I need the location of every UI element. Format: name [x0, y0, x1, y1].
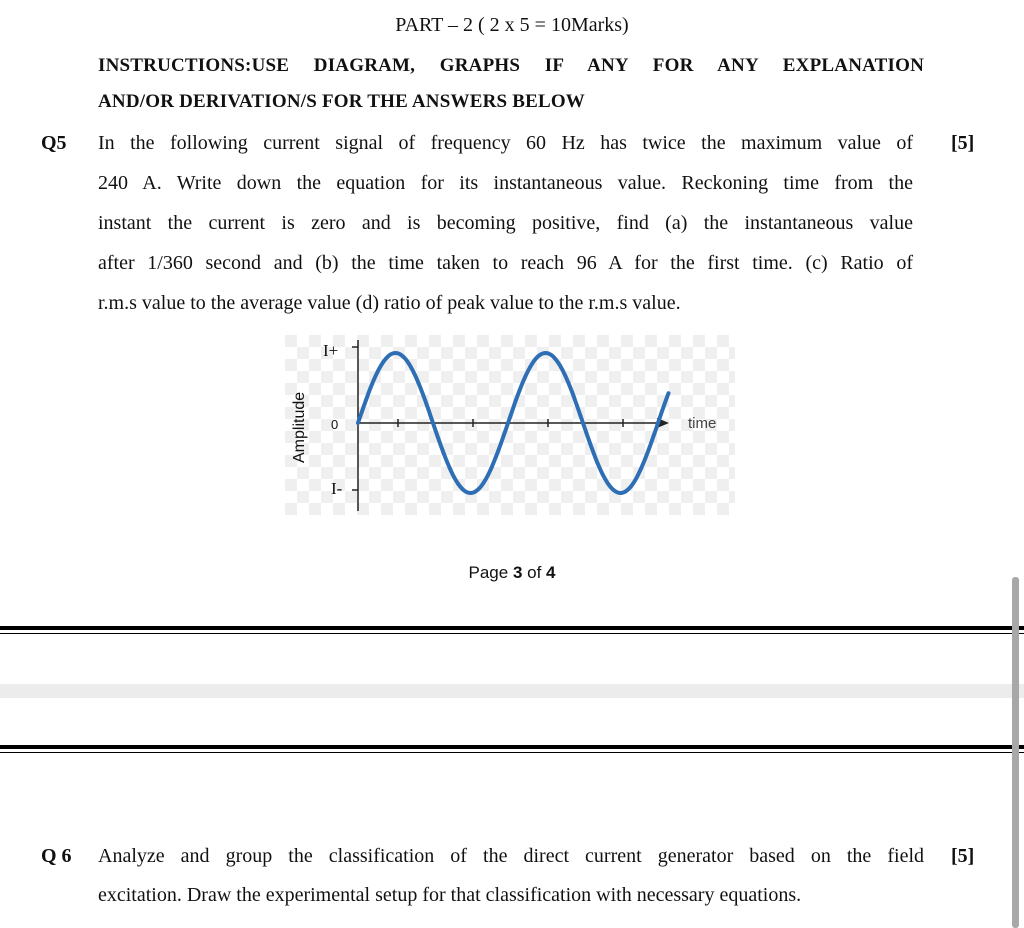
label-zero: 0: [331, 417, 339, 432]
question-number-q5: Q5: [41, 132, 67, 154]
q5-line-1: In the following current signal of frequency 60 Hz has twice the maximum value of: [98, 132, 913, 154]
vertical-scrollbar[interactable]: [1012, 577, 1019, 928]
question-marks-q6: [5]: [951, 845, 975, 867]
label-amplitude: Amplitude: [291, 391, 308, 463]
question-marks-q5: [5]: [951, 132, 975, 154]
q6-line-1: Analyze and group the classification of the direct current generator based on the field: [98, 845, 924, 867]
page-gap: [0, 684, 1024, 698]
part-title: PART – 2 ( 2 x 5 = 10Marks): [395, 14, 629, 36]
instructions-line-2: AND/OR DERIVATION/S FOR THE ANSWERS BELOW: [98, 91, 586, 112]
q6-line-2: excitation. Draw the experimental setup for that classification with necessary equations.: [98, 884, 802, 906]
page-break-rule-top: [0, 626, 1024, 630]
page-number: Page 3 of 4: [468, 563, 556, 582]
instructions-line-1: INSTRUCTIONS:USE DIAGRAM, GRAPHS IF ANY FOR ANY EXPLANATION: [98, 55, 924, 76]
question-number-q6: Q 6: [41, 845, 72, 867]
page-break-rule-bottom: [0, 745, 1024, 749]
page-break-rule-bottom-thin: [0, 752, 1024, 753]
page-break-rule-top-thin: [0, 633, 1024, 634]
label-time: time: [688, 415, 717, 432]
label-i-plus: I+: [323, 341, 339, 360]
q5-line-5: r.m.s value to the average value (d) ratio of peak value to the r.m.s value.: [98, 292, 681, 314]
sine-wave-figure: [285, 335, 737, 517]
checker-background: [285, 335, 735, 515]
label-i-minus: I-: [331, 479, 343, 498]
q5-line-2: 240 A. Write down the equation for its instantaneous value. Reckoning time from the: [98, 172, 913, 194]
q5-line-4: after 1/360 second and (b) the time taken to reach 96 A for the first time. (c) Ratio of: [98, 252, 913, 274]
q5-line-3: instant the current is zero and is becoming positive, find (a) the instantaneous value: [98, 212, 913, 234]
